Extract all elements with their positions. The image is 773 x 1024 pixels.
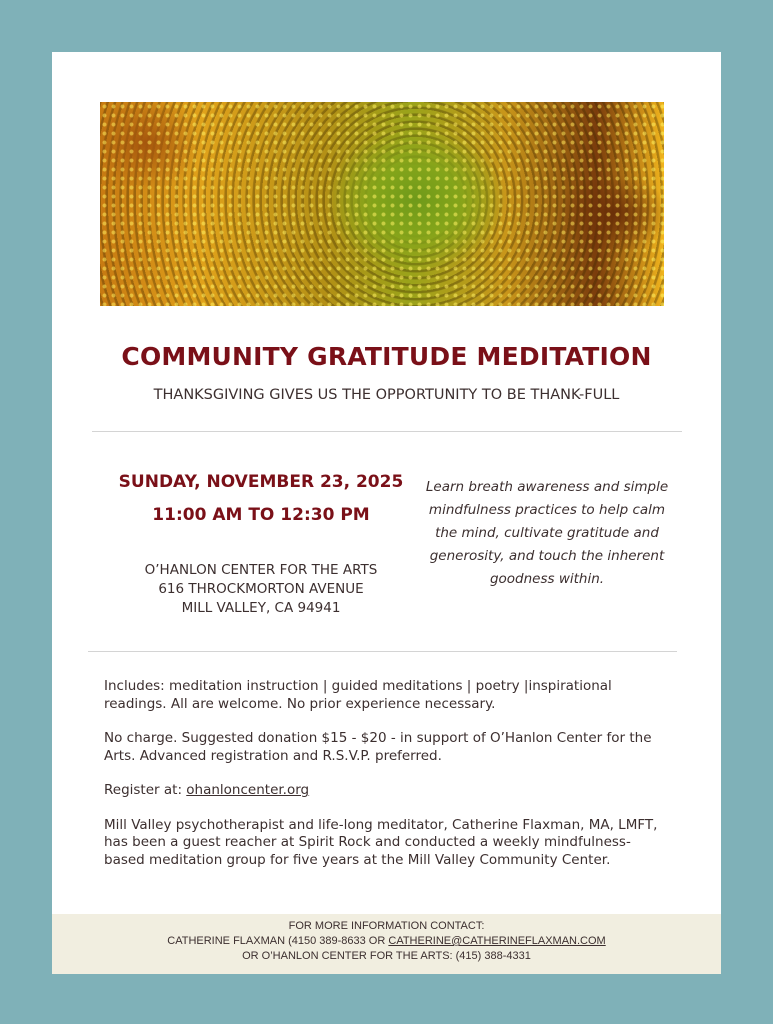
- divider-top: [92, 431, 682, 432]
- footer-email-link[interactable]: CATHERINE@CATHERINEFLAXMAN.COM: [388, 935, 606, 947]
- sunflower-banner-image: [100, 102, 664, 306]
- page-title: COMMUNITY GRATITUDE MEDITATION: [121, 342, 652, 371]
- flyer-page: [52, 52, 721, 974]
- page-subtitle: THANKSGIVING GIVES US THE OPPORTUNITY TO BE THANK-FULL: [153, 387, 620, 403]
- bio-text: Mill Valley psychotherapist and life-long meditator, Catherine Flaxman, MA, LMFT, has been a guest reacher at Spirit Rock and conducted a weekly mindfulness-based meditation group for five years at the Mill Valley Community Center.: [104, 816, 658, 868]
- footer-heading: FOR MORE INFORMATION CONTACT:: [288, 920, 485, 932]
- venue-name: O’HANLON CENTER FOR THE ARTS: [144, 562, 378, 578]
- venue-city: MILL VALLEY, CA 94941: [181, 600, 341, 616]
- venue-street: 616 THROCKMORTON AVENUE: [158, 581, 364, 597]
- footer-contact-line: [52, 934, 721, 949]
- contact-footer: [52, 914, 721, 974]
- event-description: Learn breath awareness and simple mindfulness practices to help calm the mind, cultivate gratitude and generosity, and touch the inherent goodness within.: [425, 479, 669, 587]
- footer-center-phone: OR O’HANLON CENTER FOR THE ARTS: (415) 388-4331: [242, 950, 531, 962]
- banner-texture: [100, 102, 664, 306]
- event-time: 11:00 AM TO 12:30 PM: [152, 505, 370, 525]
- register-label: Register at:: [104, 782, 187, 798]
- register-line: [104, 782, 664, 800]
- event-date: SUNDAY, NOVEMBER 23, 2025: [118, 472, 404, 492]
- footer-phone: CATHERINE FLAXMAN (4150 389-8633 OR: [167, 935, 389, 947]
- donation-text: No charge. Suggested donation $15 - $20 - in support of O’Hanlon Center for the Arts. Advanced registration and R.S.V.P. preferred.: [104, 730, 652, 764]
- event-info: [102, 472, 420, 618]
- event-venue: [102, 561, 420, 618]
- includes-text: Includes: meditation instruction | guided meditations | poetry |inspirational readings. All are welcome. No prior experience necessary.: [104, 678, 612, 712]
- divider-bottom: [88, 651, 677, 652]
- register-link[interactable]: ohanloncenter.org: [186, 782, 310, 798]
- details-section: [104, 678, 664, 886]
